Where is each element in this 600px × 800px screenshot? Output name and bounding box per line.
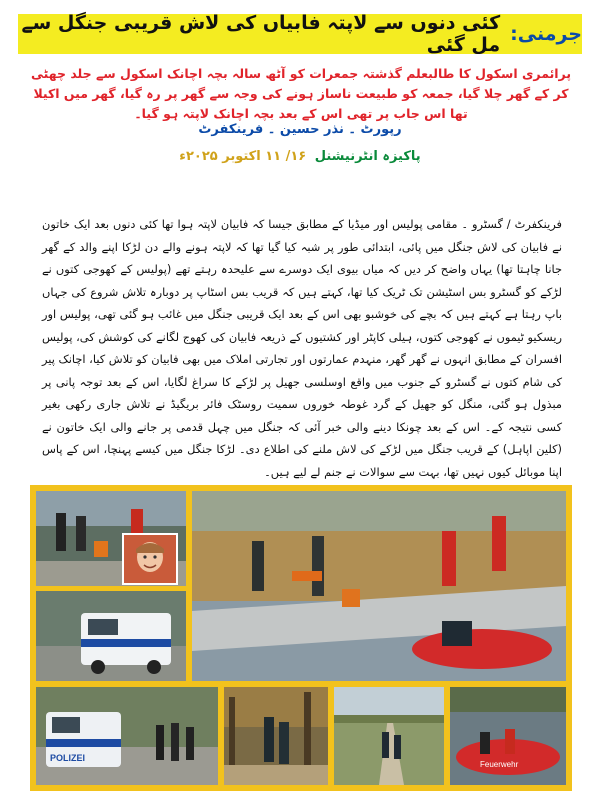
lead-paragraph: پرائمری اسکول کا طالبعلم گذشتہ جمعرات کو آٹھ سالہ بچہ اچانک اسکول سے جلد چھٹی کر کے گھر چلا گیا، جمعہ کو طبیعت ناساز ہونے کی وجہ سے گھر پر رہ گیا، گھر میں اکیلا تھا اس جاب پر تھی اس کے بعد بچہ اچانک لاپتہ ہو گیا۔ <box>30 66 572 121</box>
photo-police-van-road <box>36 687 218 785</box>
police-van-lettering: POLIZEI <box>50 753 86 763</box>
source-date: ۱۶/ ۱۱ اکتوبر ۲۰۲۵ء <box>179 149 307 164</box>
source-line <box>0 149 600 164</box>
photo-officers-forest-path <box>224 687 328 785</box>
photo-collage <box>30 485 572 791</box>
source-name: پاکیزہ انٹرنیشنل <box>314 149 421 164</box>
headline-title: کئی دنوں سے لاپتہ فابیاں کی لاش قریبی جنگل سے مل گئی <box>21 12 501 56</box>
photo-police-van <box>36 591 186 681</box>
article-body: فرینکفرٹ / گسٹرو ۔ مقامی پولیس اور میڈیا کے مطابق جیسا کہ فابیان لاپتہ ہوا تھا کئی دنوں بعد ایک خاتون نے فابیان کی لاش جنگل میں پائی، ابتدائی طور پر شبہ کیا گیا تھا کہ لاپتہ ہونے والے دن لڑکا اپنے والد کے گھر جانا چاہتا تھا) یہاں واضح کر دیں کہ میاں بیوی ایک دوسرے سے علیحدہ رہتے تھے (پولیس کے کھوجی کتوں نے لڑکے کو گسٹرو بس اسٹیشن تک ٹریک کیا تھا، کہتے ہیں کہ قریب بس اسٹاپ پر دوبارہ تلاش شروع کی جہاں باپ رہتا ہے کہتے ہیں کہ بچے کی خوشبو بھی اس کے بعد ایک قریبی جنگل میں غائب ہو گئی تھی، پولیس اور ریسکیو ٹیموں نے کھوجی کتوں، ہیلی کاپٹر اور کشتیوں کے ذریعہ فابیان کی کھوج لگانے کی کوشش کی، پولیس افسران کے مطابق انہوں نے گھر گھر، منہدم عمارتوں اور تجارتی املاک میں بھی فابیان کو تلاش کیا، اچانک پیر کی شام کتوں نے گسٹرو کے جنوب میں واقع اوسلسی جھیل پر لڑکے کا سراغ لگایا، اس کے بعد توجہ پانی پر مبذول ہو گئی، منگل کو جھیل کے گرد غوطہ خوروں سمیت روسٹک فائر بریگیڈ نے تلاش جاری رکھی بغیر کسی نتیجہ کے۔ اس کے بعد چونکا دینے والی خبر آئی کہ جنگل میں چہل قدمی پر جانے والی ایک خاتون نے (کلین اپاہل) کے قریب جنگل میں لڑکے کی لاش ملنے کی اطلاع دی۔ لڑکا جنگل میں کیسے پہنچا، اس کے پاس اپنا موبائل کیوں نہیں تھا، بہت سے سوالات نے جنم لے لیے ہیں۔ <box>42 217 562 479</box>
byline: رپورٹ ۔ نذر حسین ۔ فرینکفرٹ <box>198 122 402 137</box>
boat-lettering: Feuerwehr <box>480 760 519 769</box>
headline-country: جرمنی: <box>510 23 582 45</box>
photo-fire-brigade-boat <box>450 687 566 785</box>
photo-rescue-boat-pier <box>192 491 566 681</box>
photo-field-path-walk <box>334 687 444 785</box>
headline-banner <box>18 14 582 54</box>
photo-missing-boy-portrait <box>122 533 178 585</box>
